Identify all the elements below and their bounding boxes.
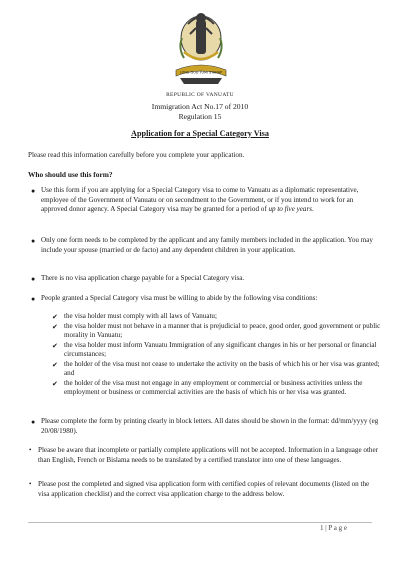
vanuatu-coat-of-arms-icon [170,4,232,92]
instruction-text: Please be aware that incomplete or partially complete applications will not be accepted. Information in a language other than English, French or Bislama needs to be translated by a certified translator into one of these languages. [38,446,378,464]
bullet-text: There is no visa application charge payable for a Special Category visa. [41,274,245,282]
document-title: Application for a Special Category Visa [131,129,269,138]
emblem-caption: REPUBLIC OF VANUATU [166,92,234,98]
condition-item: the visa holder must inform Vanuatu Immigration of any significant changes in his or her personal or financial circumstances; [64,341,377,359]
bullet-icon: ● [31,418,36,426]
bullet-icon: ● [31,187,36,195]
bullet-icon: • [29,480,32,488]
bullet-icon: ● [31,275,36,283]
condition-item: the holder of the visa must not cease to undertake the activity on the basis of which his or her visa was granted; and [64,360,380,378]
check-icon: ✔ [52,323,58,331]
check-icon: ✔ [52,313,58,321]
svg-text:LONG GOD YUMI STANAP: LONG GOD YUMI STANAP [179,70,223,75]
check-icon: ✔ [52,380,58,388]
instruction-text: Please complete the form by printing clearly in block letters. All dates should be shown in the format: dd/mm/yyyy (eg 20/08/1980). [41,417,379,435]
instruction-text: Please post the completed and signed visa application form with certified copies of relevant documents (listed on the visa application checklist) and the correct visa application charge to the address below. [38,480,370,498]
bullet-text: People granted a Special Category visa must be willing to abide by the following visa conditions: [41,294,318,302]
check-icon: ✔ [52,361,58,369]
bullet-icon: • [29,446,32,454]
section-heading: Who should use this form? [28,170,113,179]
bullet-icon: ● [31,237,36,245]
intro-text: Please read this information carefully before you complete your application. [28,151,245,159]
condition-item: the visa holder must comply with all laws of Vanuatu; [64,312,217,320]
bullet-text: Use this form if you are applying for a Special Category visa to come to Vanuatu as a diplomatic representative, employee of the Government of Vanuatu or on secondment to the Government, or if you intend to work for an approved donor agency. A Special Category visa may be granted for a period of up to five years. [41,186,359,214]
bullet-icon: ● [31,295,36,303]
check-icon: ✔ [52,342,58,350]
footer-rule [28,522,372,523]
condition-item: the holder of the visa must not engage in any employment or commercial or business activities unless the employment or business or commercial activities are the basis of which his or her visa was granted. [64,379,363,397]
condition-item: the visa holder must not behave in a manner that is prejudicial to peace, good order, good government or public morality in Vanuatu; [64,322,381,340]
page-number: 1 | P a g e [320,524,347,532]
regulation-reference: Regulation 15 [178,112,222,121]
act-reference: Immigration Act No.17 of 2010 [151,102,249,111]
bullet-text: Only one form needs to be completed by the applicant and any family members included in the application. You may include your spouse (married or de facto) and any dependent children in your application. [41,236,373,254]
